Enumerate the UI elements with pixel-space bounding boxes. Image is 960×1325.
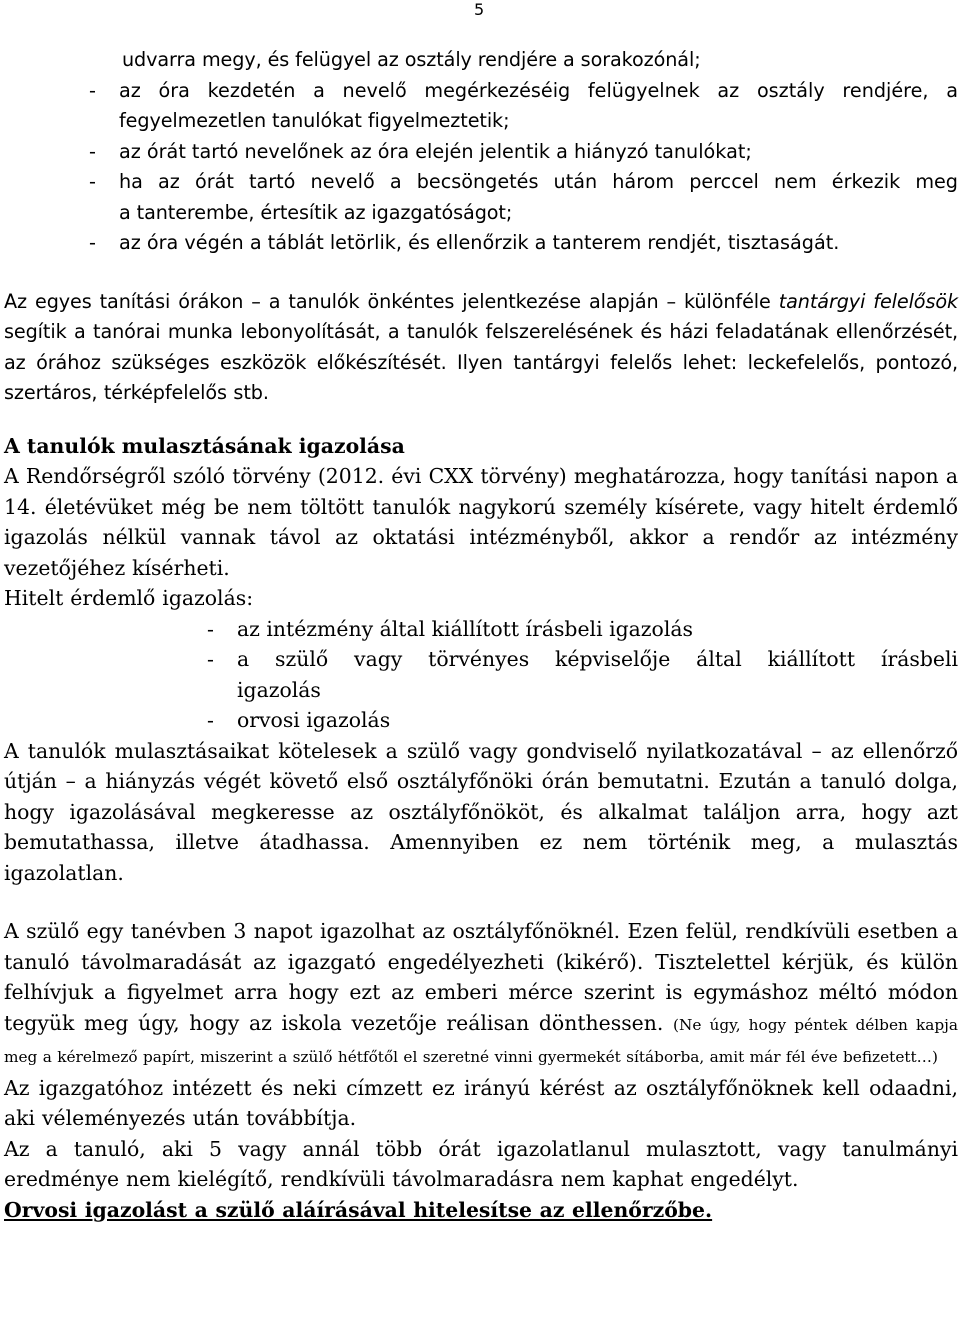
list-item-continuation: a tanterembe, értesítik az igazgatóságot; bbox=[119, 200, 513, 224]
list-dash: - bbox=[89, 139, 96, 163]
paragraph-request: Az igazgatóhoz intézett és neki címzett ez irányú kérést az osztályfőnöknek kell odaadni, aki véleményezés után továbbítja. bbox=[4, 1075, 958, 1130]
list-item bbox=[4, 644, 958, 675]
paragraph-unexcused: Az a tanuló, aki 5 vagy annál több órát igazolatlanul mulasztott, vagy tanulmányi eredménye nem kielégítő, rendkívüli távolmaradásra nem kaphat engedélyt. bbox=[4, 1136, 958, 1191]
list-item-text: orvosi igazolás bbox=[237, 708, 391, 732]
list-item bbox=[4, 137, 958, 168]
hitelt-label: Hitelt érdemlő igazolás: bbox=[4, 586, 254, 610]
list-item-text: az óra végén a táblát letörlik, és ellenőrzik a tanterem rendjét, tisztaságát. bbox=[119, 231, 840, 254]
list-item bbox=[4, 228, 958, 259]
list-item bbox=[4, 167, 958, 198]
paragraph-text: A szülő egy tanévben 3 napot igazolhat az osztályfőnöknél. Ezen felül, rendkívüli esetben a tanuló távolmaradását az igazgató engedélyezheti (kikérő). Tisztelettel kérjük, és külön felhívjuk a figyelmet arra hogy ezt az emberi mérce szerint is egymáshoz méltó módon tegyük meg úgy, hogy az iskola vezetője reálisan dönthessen. bbox=[4, 919, 958, 1035]
list-dash: - bbox=[207, 647, 214, 671]
list-item bbox=[4, 614, 958, 645]
spacer bbox=[4, 259, 958, 287]
list-dash: - bbox=[207, 616, 214, 641]
list-item bbox=[4, 76, 958, 107]
list-item-continuation: igazolás bbox=[237, 677, 321, 702]
final-note: Orvosi igazolást a szülő aláírásával hitelesítse az ellenőrzőbe. bbox=[4, 1197, 713, 1222]
paragraph-absence-rules: A tanulók mulasztásaikat kötelesek a szülő vagy gondviselő nyilatkozatával – az ellenőrző útján – a hiányzás végét követő első osztályfőnöki órán bemutatni. Ezután a tanuló dolga, hogy igazolásával megkeresse az osztályfőnököt, és alkalmat találjon arra, hogy azt bemutathassa, illetve átadhassa. Amennyiben ez nem történik meg, a mulasztás igazolatlan. bbox=[4, 738, 958, 885]
paragraph-police-law: A Rendőrségről szóló törvény (2012. évi CXX törvény) meghatározza, hogy tanítási napon a 14. életévüket még be nem töltött tanulók nagykorú személy kísérete, vagy hitelt érdemlő igazolás nélkül vannak távol az oktatási intézményből, akkor a rendőr az intézmény vezetőjéhez kísérheti. bbox=[4, 464, 958, 580]
list-dash: - bbox=[207, 708, 214, 732]
section-heading: A tanulók mulasztásának igazolása bbox=[4, 433, 405, 458]
small-note: (Ne úgy, hogy péntek délben kapja meg a kérelmező papírt, miszerint a szülő hétfőtől el szeretné vinni gyermekét sítáborba, amit már fél éve befizetett…) bbox=[4, 1015, 958, 1066]
list-item-continuation: fegyelmezetlen tanulókat figyelmeztetik; bbox=[119, 109, 510, 132]
spacer bbox=[4, 888, 958, 916]
list-dash: - bbox=[89, 78, 96, 102]
list-dash: - bbox=[89, 170, 96, 193]
list-item-text: ha az órát tartó nevelő a becsöngetés után három perccel nem érkezik meg bbox=[119, 170, 958, 193]
list-dash: - bbox=[89, 231, 96, 254]
list-item-text: az intézmény által kiállított írásbeli igazolás bbox=[237, 616, 693, 641]
italic-term: tantárgyi felelősök bbox=[778, 289, 958, 313]
spacer bbox=[4, 409, 958, 431]
list-item-text: az óra kezdetén a nevelő megérkezéséig felügyelnek az osztály rendjére, a bbox=[119, 78, 958, 102]
paragraph-text: segítik a tanórai munka lebonyolítását, a tanulók felszerelésének és házi feladatának ellenőrzését, az órához szükséges eszközök előkészítését. Ilyen tantárgyi felelős lehet: leckefelelős, pontozó, szertáros, térképfelelős stb. bbox=[4, 320, 958, 404]
paragraph-parent-days bbox=[4, 916, 958, 1073]
paragraph-text: Az egyes tanítási órákon – a tanulók önkéntes jelentkezése alapján – különféle bbox=[4, 289, 771, 313]
list-item-text: az órát tartó nevelőnek az óra elején jelentik a hiányzó tanulókat; bbox=[119, 139, 752, 163]
certificates-list bbox=[4, 614, 958, 736]
page-number: 5 bbox=[474, 0, 485, 19]
list-intro-line: udvarra megy, és felügyel az osztály rendjére a sorakozónál; bbox=[122, 48, 701, 71]
list-item-text: a szülő vagy törvényes képviselője által kiállított írásbeli bbox=[237, 647, 958, 671]
list-item-continuation-row bbox=[4, 675, 958, 706]
list-item bbox=[4, 705, 958, 736]
duties-list bbox=[4, 76, 958, 259]
paragraph-responsibles bbox=[4, 287, 958, 409]
document-body bbox=[4, 45, 958, 1225]
